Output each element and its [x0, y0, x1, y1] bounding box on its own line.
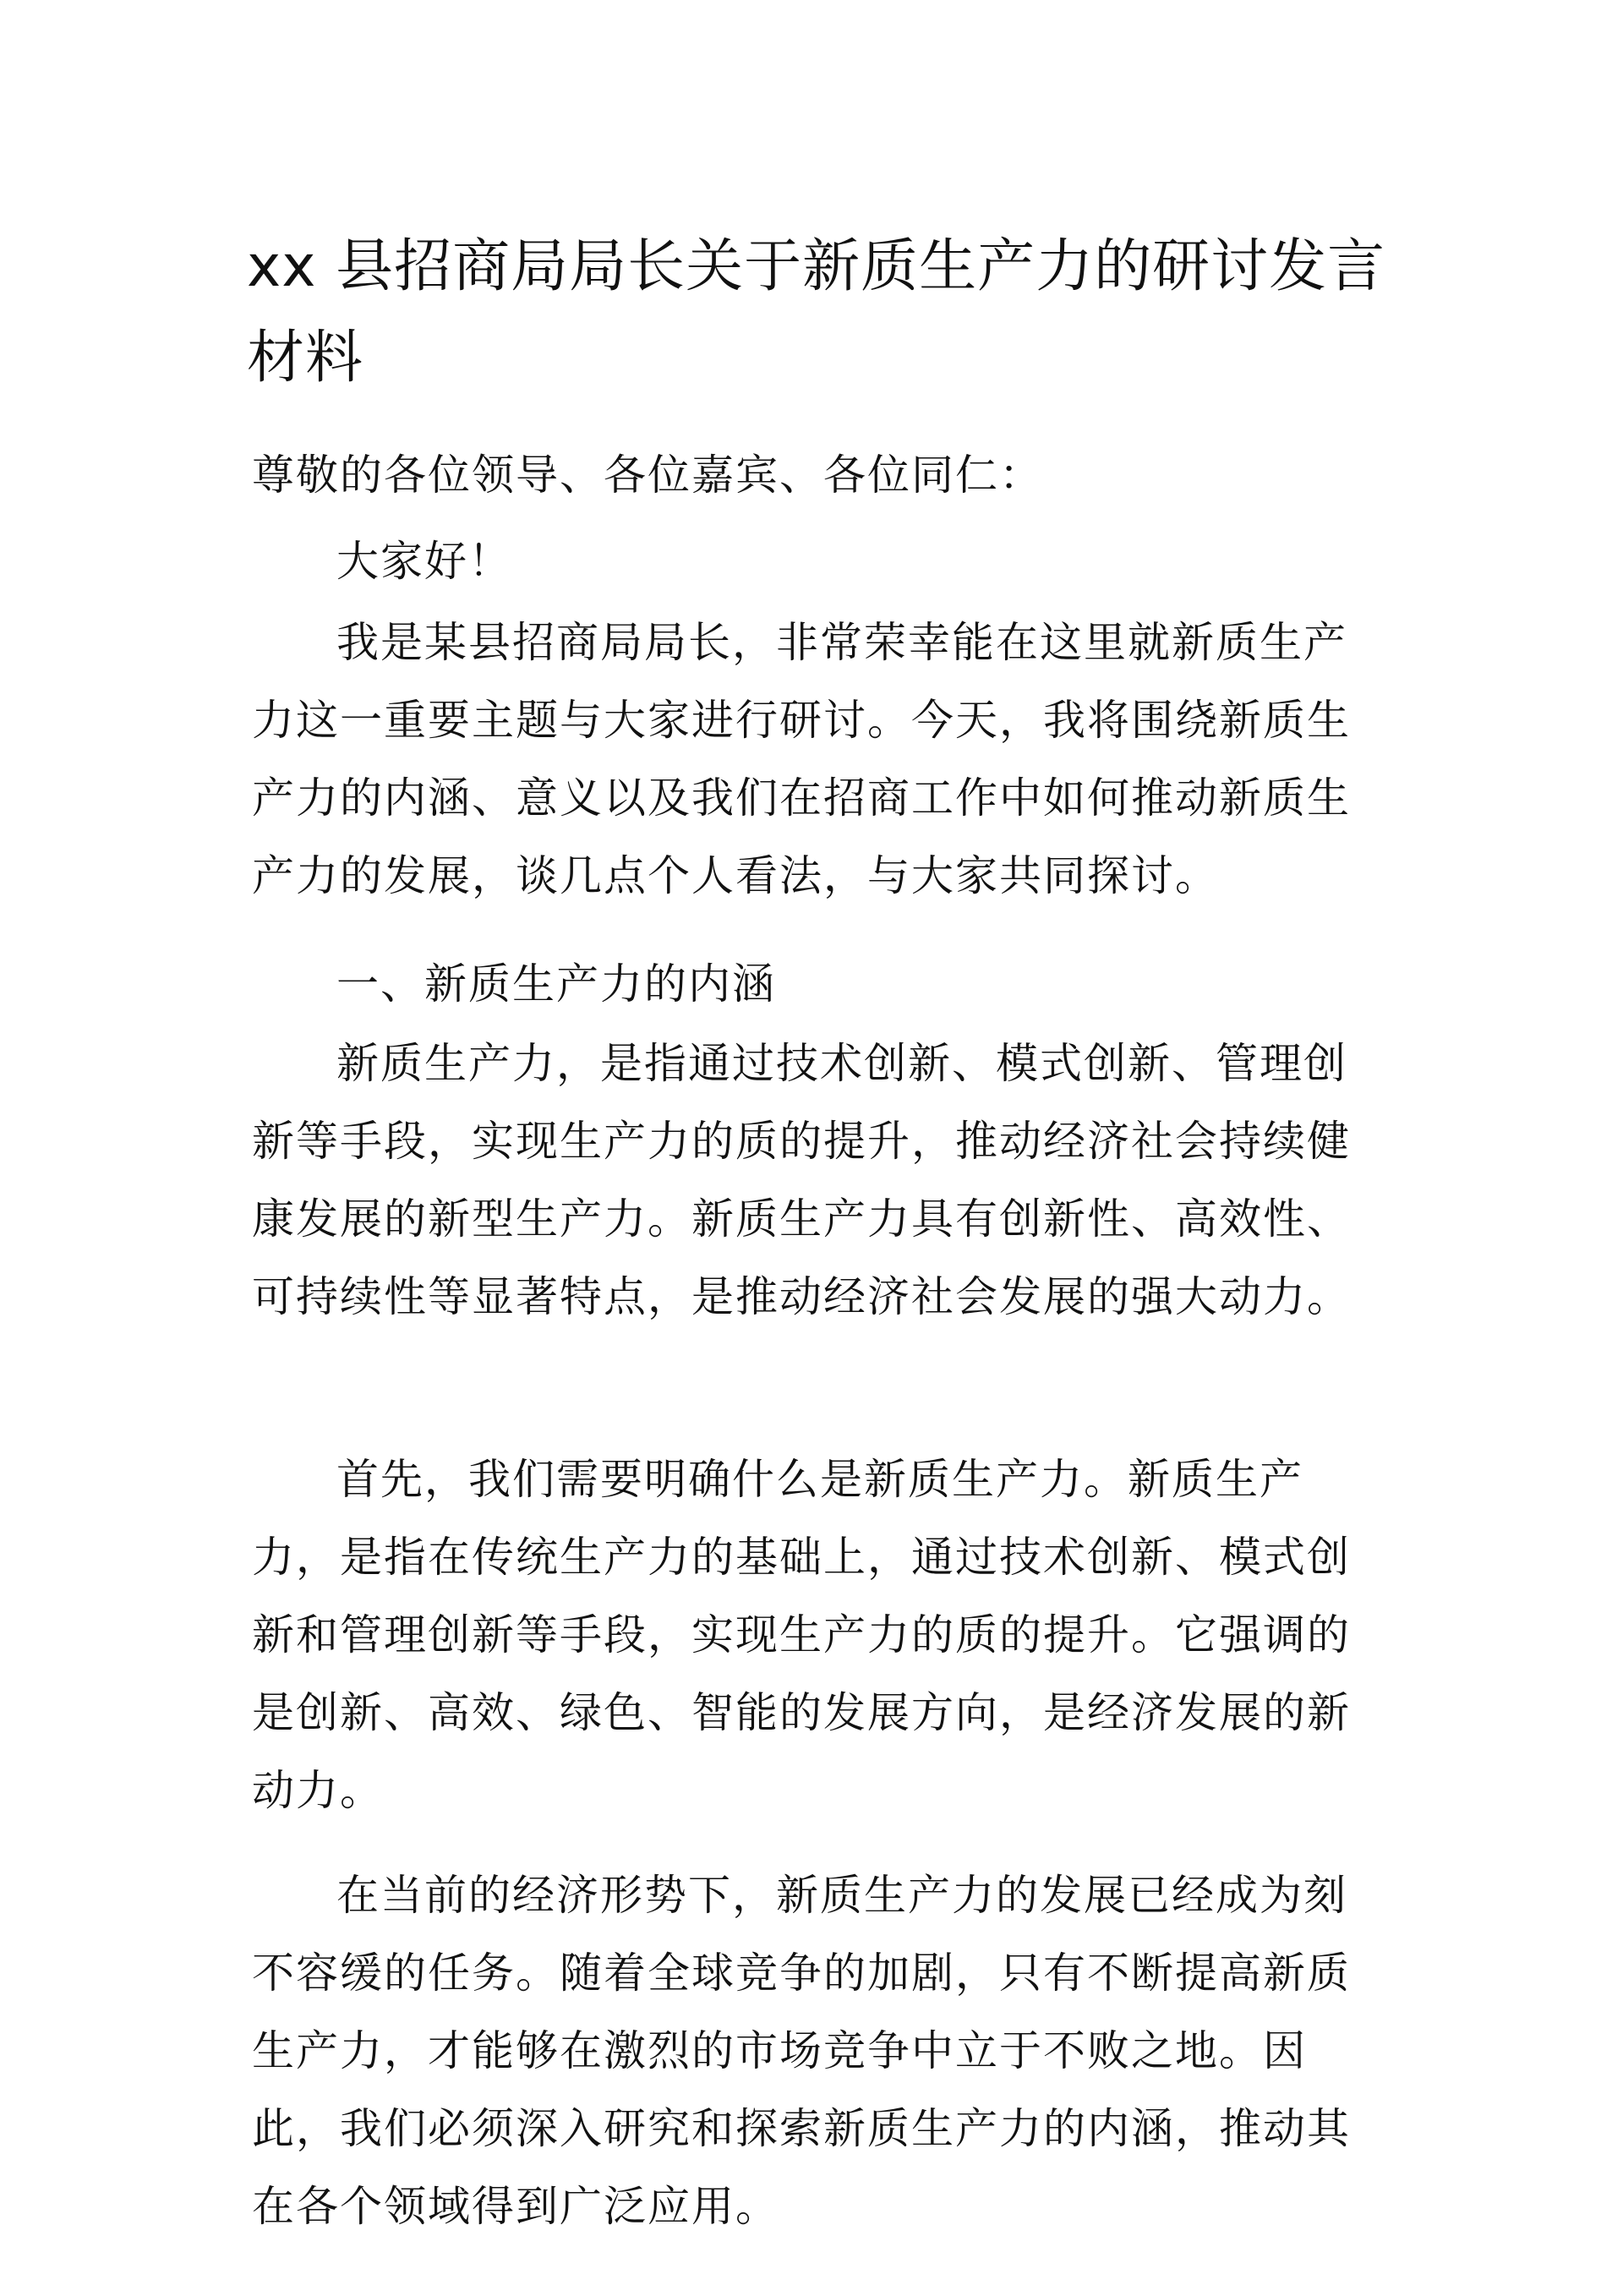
paragraph-3: 在当前的经济形势下，新质生产力的发展已经成为刻不容缓的任务。随着全球竞争的加剧，只有不断提高新质生产力，才能够在激烈的市场竞争中立于不败之地。因此，我们必须深入研究和探索新质生产力的内涵，推动其在各个领域得到广泛应用。 [252, 1871, 1351, 2231]
paragraph-2: 首先，我们需要明确什么是新质生产力。新质生产力，是指在传统生产力的基础上，通过技术创新、模式创新和管理创新等手段，实现生产力的质的提升。它强调的是创新、高效、绿色、智能的发展方向，是经济发展的新动力。 [252, 1455, 1351, 1815]
greeting: 大家好！ [336, 537, 512, 586]
salutation: 尊敬的各位领导、各位嘉宾、各位同仁： [252, 451, 1043, 500]
paragraph-1: 新质生产力，是指通过技术创新、模式创新、管理创新等手段，实现生产力的质的提升，推动经济社会持续健康发展的新型生产力。新质生产力具有创新性、高效性、可持续性等显著特点，是推动经济社会发展的强大动力。 [252, 1039, 1351, 1321]
intro-paragraph: 我是某县招商局局长，非常荣幸能在这里就新质生产力这一重要主题与大家进行研讨。今天，我将围绕新质生产力的内涵、意义以及我们在招商工作中如何推动新质生产力的发展，谈几点个人看法，与大家共同探讨。 [252, 618, 1351, 900]
section-heading-1: 一、新质生产力的内涵 [336, 959, 776, 1009]
document-title: xx 县招商局局长关于新质生产力的研讨发言材料 [247, 233, 1386, 391]
